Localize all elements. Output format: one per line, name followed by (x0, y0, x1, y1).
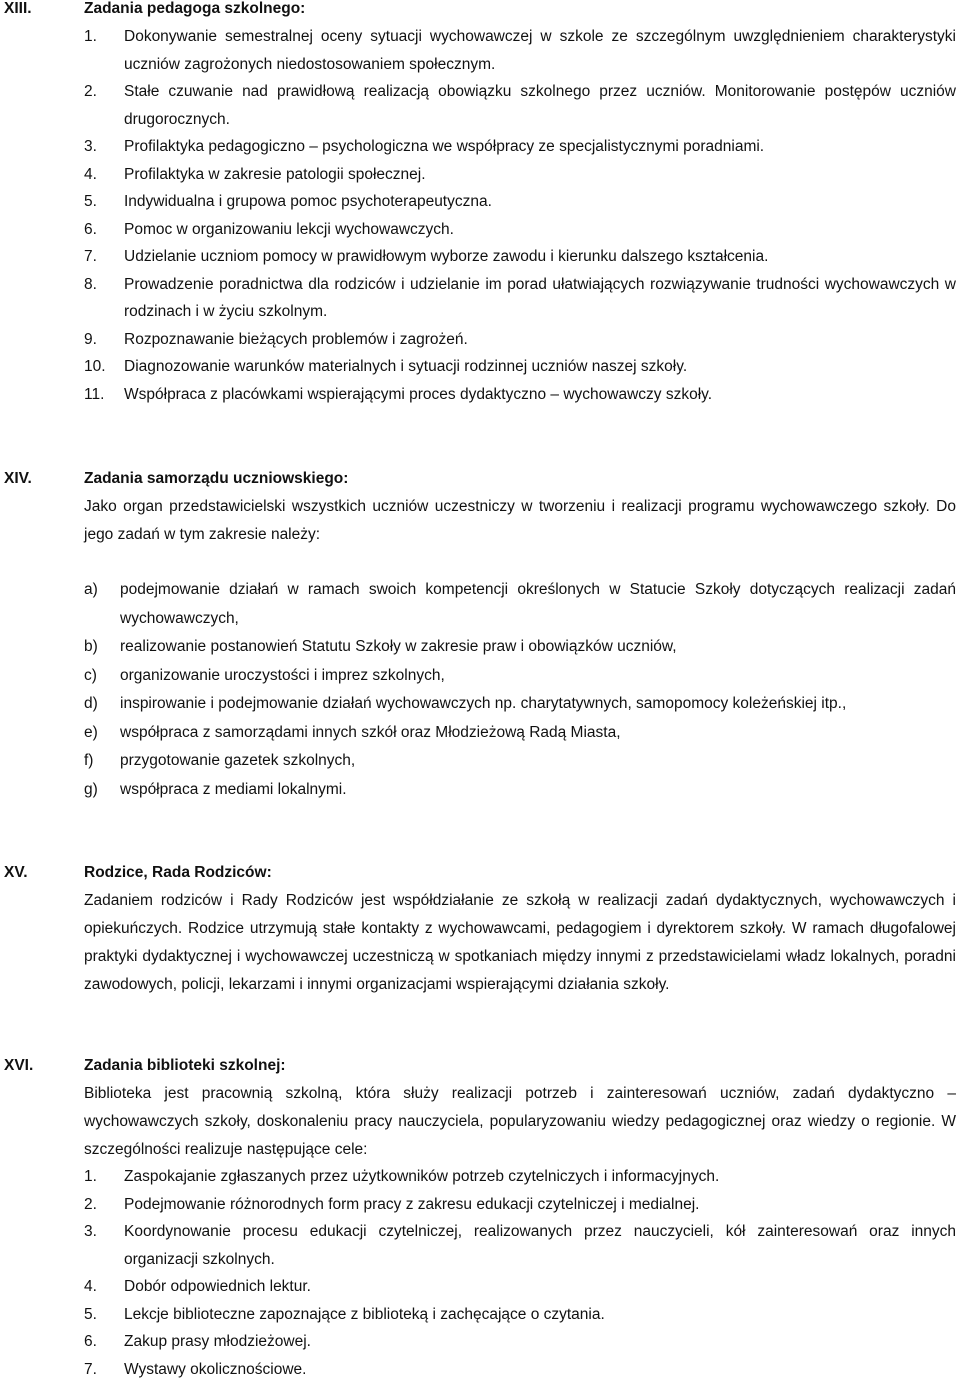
list-item: 1. Zaspokajanie zgłaszanych przez użytkowników potrzeb czytelniczych i informacyjnych. (84, 1168, 720, 1185)
student-council-tasks-list (84, 576, 956, 804)
list-item: 2. Podejmowanie różnorodnych form pracy z zakresu edukacji czytelniczej i medialnej. (84, 1195, 700, 1213)
list-item: 4. Dobór odpowiednich lektur. (84, 1278, 311, 1295)
list-item: 3. Koordynowanie procesu edukacji czytelniczej, realizowanych przez nauczycieli, kół zainteresowań oraz innych organizacji szkolnych. (84, 1223, 956, 1268)
pedagogue-tasks-list (84, 23, 956, 408)
list-item: 6. Zakup prasy młodzieżowej. (84, 1333, 311, 1350)
list-item: 2. Stałe czuwanie nad prawidłową realizacją obowiązku szkolnego przez uczniów. Monitorowanie postępów uczniów drugorocznych. (84, 83, 956, 128)
list-item: f) przygotowanie gazetek szkolnych, (84, 752, 356, 769)
section-title: Zadania pedagoga szkolnego: (84, 0, 306, 17)
list-item: 1. Dokonywanie semestralnej oceny sytuacji wychowawczej w szkole ze szczególnym uwzględnieniem charakterystyki uczniów zagrożonych niedostosowaniem społecznym. (84, 28, 956, 73)
list-item: 4. Profilaktyka w zakresie patologii społecznej. (84, 165, 426, 183)
section-title: Zadania biblioteki szkolnej: (84, 1057, 286, 1074)
list-item: 5. Lekcje biblioteczne zapoznające z biblioteką i zachęcające o czytania. (84, 1305, 605, 1323)
section-intro: Jako organ przedstawicielski wszystkich uczniów uczestniczy w tworzeniu i realizacji programu wychowawczego szkoły. Do jego zadań w tym zakresie należy: (84, 498, 956, 543)
list-item: 5. Indywidualna i grupowa pomoc psychoterapeutyczna. (84, 193, 492, 210)
section-intro: Biblioteka jest pracownią szkolną, która służy realizacji potrzeb i zainteresowań uczniów, zadań dydaktyczno – wychowawczych szkoły, doskonaleniu pracy nauczyciela, popularyzowaniu wiedzy pedagogicznej oraz wiedzy o regionie. W szczególności realizuje następujące cele: (84, 1085, 956, 1158)
list-item: a) podejmowanie działań w ramach swoich kompetencji określonych w Statucie Szkoły dotyczących realizacji zadań wychowawczych, (84, 581, 956, 627)
list-item: b) realizowanie postanowień Statutu Szkoły w zakresie praw i obowiązków uczniów, (84, 638, 677, 655)
list-item: 3. Profilaktyka pedagogiczno – psychologiczna we współpracy ze specjalistycznymi poradniami. (84, 138, 765, 155)
section-number: XIII. (4, 0, 32, 17)
list-item: 8. Prowadzenie poradnictwa dla rodziców i udzielanie im porad ułatwiających rozwiązywanie trudności wychowawczych w rodzinach i w życiu szkolnym. (84, 275, 956, 320)
section-title: Rodzice, Rada Rodziców: (84, 864, 272, 881)
list-item: c) organizowanie uroczystości i imprez szkolnych, (84, 666, 445, 684)
section-title: Zadania samorządu uczniowskiego: (84, 470, 349, 487)
list-item: 7. Wystawy okolicznościowe. (84, 1360, 307, 1378)
list-item: 7. Udzielanie uczniom pomocy w prawidłowym wyborze zawodu i kierunku dalszego kształcenia. (84, 248, 769, 265)
list-item: d) inspirowanie i podejmowanie działań wychowawczych np. charytatywnych, samopomocy koleżeńskiej itp., (84, 695, 847, 712)
section-intro: Zadaniem rodziców i Rady Rodziców jest współdziałanie ze szkołą w realizacji zadań dydaktycznych, wychowawczych i opiekuńczych. Rodzice utrzymują stałe kontakty z wychowawcami, pedagogiem i dyrektorem szkoły. W ramach długofalowej praktyki dydaktycznej i wychowawczej uczestniczą w spotkaniach między innymi z przedstawicielami władz lokalnych, poradni zawodowych, policji, lekarzami i innymi organizacjami wspierającymi działania szkoły. (84, 892, 956, 993)
list-item: 11. Współpraca z placówkami wspierającymi proces dydaktyczno – wychowawczy szkoły. (84, 385, 713, 403)
section-number: XIV. (4, 470, 32, 487)
section-number: XV. (4, 864, 28, 881)
list-item: 6. Pomoc w organizowaniu lekcji wychowawczych. (84, 220, 454, 238)
list-item: 9. Rozpoznawanie bieżących problemów i zagrożeń. (84, 330, 468, 348)
list-item: e) współpraca z samorządami innych szkół oraz Młodzieżową Radą Miasta, (84, 723, 621, 741)
library-goals-list (84, 1163, 956, 1383)
list-item: g) współpraca z mediami lokalnymi. (84, 780, 347, 798)
list-item: 10. Diagnozowanie warunków materialnych i sytuacji rodzinnej uczniów naszej szkoły. (84, 358, 688, 375)
section-number: XVI. (4, 1057, 34, 1074)
